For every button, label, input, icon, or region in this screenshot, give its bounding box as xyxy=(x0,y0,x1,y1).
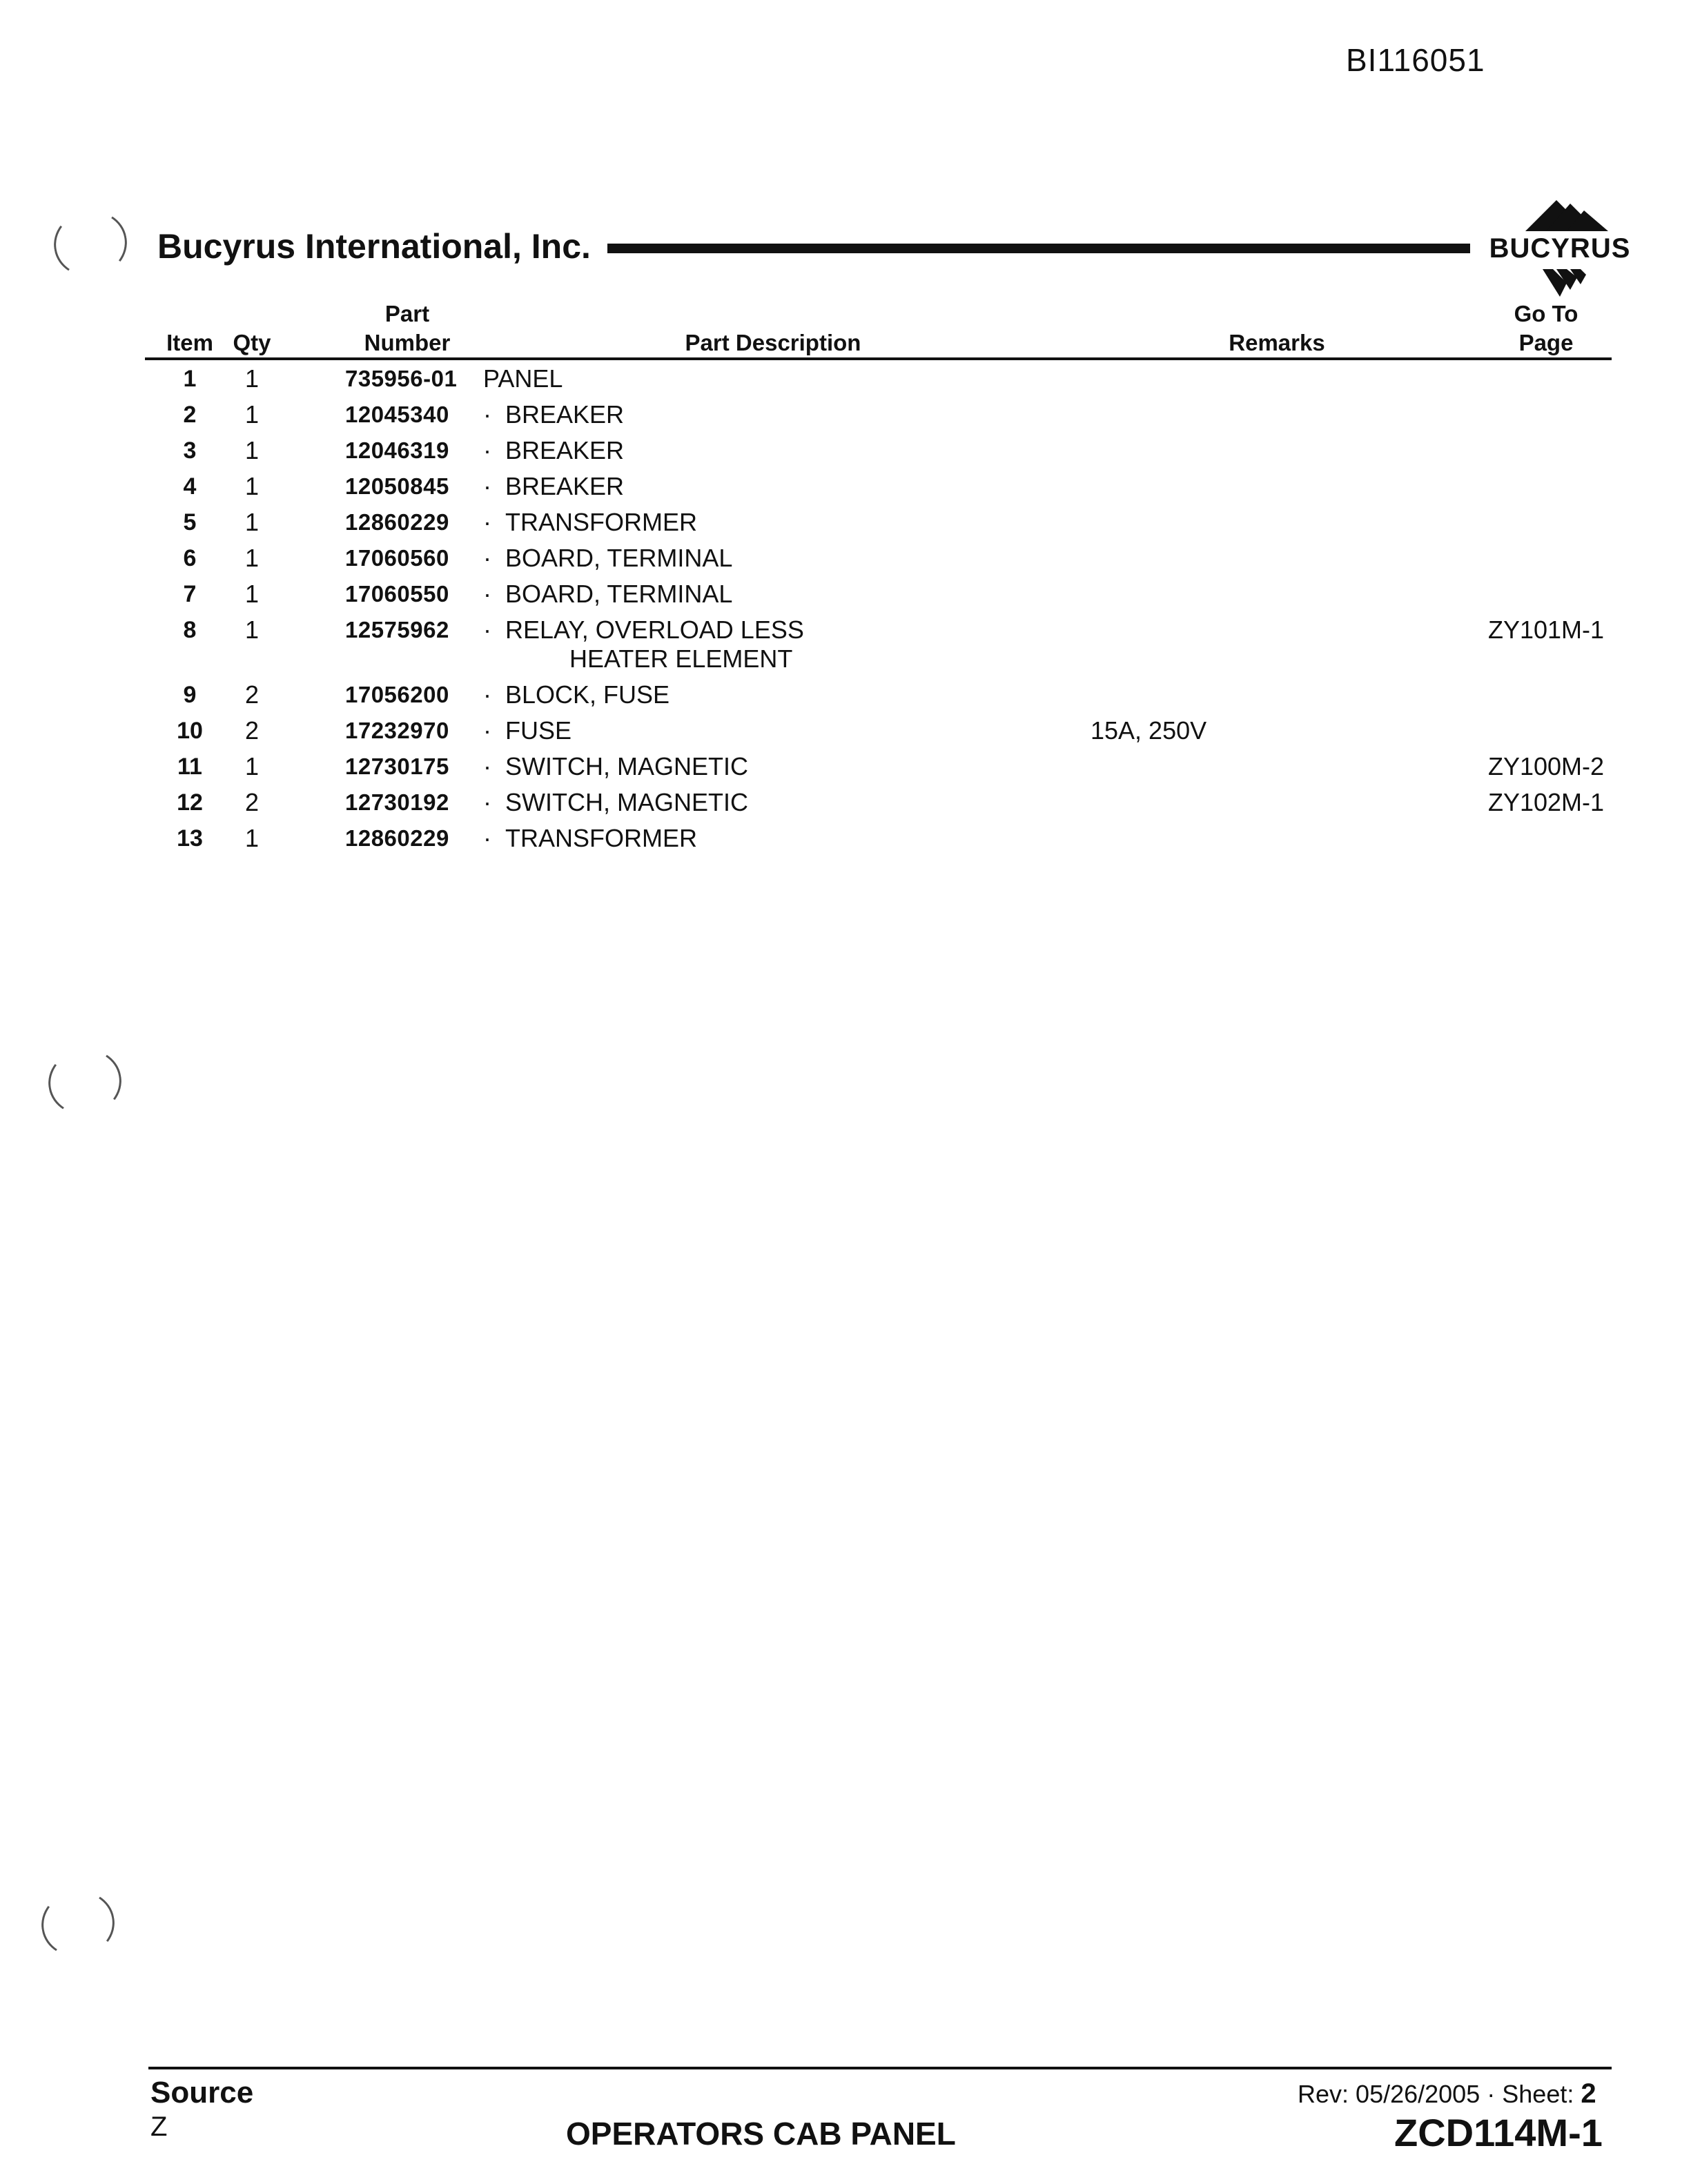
table-row xyxy=(0,748,1691,784)
description-text: BOARD, TERMINAL xyxy=(505,544,733,572)
part-number-cell: 735956-01 xyxy=(345,366,458,391)
part-number-cell: 17060560 xyxy=(345,545,449,571)
document-id: BI116051 xyxy=(1346,42,1485,78)
qty-cell: 2 xyxy=(244,716,260,745)
revision-info xyxy=(1298,2078,1596,2109)
punch-hole-middle xyxy=(43,1043,126,1121)
description-cell xyxy=(483,824,697,853)
indent-bullet: · xyxy=(483,788,491,816)
item-cell: 11 xyxy=(177,754,202,780)
part-number-cell: 12046319 xyxy=(345,437,449,463)
qty-cell: 1 xyxy=(244,472,260,500)
qty-cell: 1 xyxy=(244,544,260,572)
item-cell: 4 xyxy=(183,473,197,500)
description-cell xyxy=(483,680,669,709)
description-text: PANEL xyxy=(483,364,563,393)
description-continuation: HEATER ELEMENT xyxy=(569,645,793,673)
part-number-cell: 17232970 xyxy=(345,718,449,743)
description-text: FUSE xyxy=(505,716,572,745)
description-text: SWITCH, MAGNETIC xyxy=(505,752,748,780)
column-header-part-line1: Part xyxy=(384,301,430,326)
table-row xyxy=(0,611,1691,676)
item-cell: 5 xyxy=(183,509,197,535)
goto-page-link[interactable]: ZY101M-1 xyxy=(1487,616,1605,644)
item-cell: 10 xyxy=(177,718,203,744)
column-header-item: Item xyxy=(166,330,213,355)
table-row xyxy=(0,820,1691,856)
table-row xyxy=(0,396,1691,432)
bucyrus-logo xyxy=(1477,200,1643,304)
item-cell: 13 xyxy=(177,825,203,852)
footer-rule xyxy=(148,2067,1612,2069)
description-cell xyxy=(483,364,563,393)
item-cell: 9 xyxy=(183,682,197,708)
goto-page-link[interactable]: ZY102M-1 xyxy=(1487,788,1605,816)
indent-bullet: · xyxy=(483,752,491,780)
description-cell xyxy=(483,716,571,745)
qty-cell: 2 xyxy=(244,680,260,709)
logo-text: BUCYRUS xyxy=(1489,233,1631,264)
description-text: BOARD, TERMINAL xyxy=(505,580,733,608)
indent-bullet: · xyxy=(483,580,491,608)
column-header-goto-line1: Go To xyxy=(1514,301,1578,326)
description-text: SWITCH, MAGNETIC xyxy=(505,788,748,816)
item-cell: 12 xyxy=(177,789,203,816)
column-header-remarks: Remarks xyxy=(1229,330,1325,355)
description-cell xyxy=(483,752,748,781)
table-row xyxy=(0,575,1691,611)
description-text: BREAKER xyxy=(505,400,625,429)
part-number-cell: 17056200 xyxy=(345,682,449,707)
qty-cell: 1 xyxy=(244,752,260,780)
description-cell xyxy=(483,472,624,501)
qty-cell: 2 xyxy=(244,788,260,816)
description-cell xyxy=(483,580,732,609)
table-row xyxy=(0,784,1691,820)
qty-cell: 1 xyxy=(244,436,260,464)
rev-date: 05/26/2005 xyxy=(1356,2080,1480,2108)
punch-hole-top xyxy=(48,205,132,283)
part-number-cell: 17060550 xyxy=(345,581,449,607)
description-text: TRANSFORMER xyxy=(505,824,697,852)
table-row xyxy=(0,360,1691,396)
source-value: Z xyxy=(150,2112,168,2142)
description-cell xyxy=(483,616,804,673)
table-row xyxy=(0,504,1691,540)
indent-bullet: · xyxy=(483,824,491,852)
description-text: BLOCK, FUSE xyxy=(505,680,670,709)
column-header-part-line2: Number xyxy=(364,330,451,355)
table-row xyxy=(0,432,1691,468)
header-rule xyxy=(607,244,1470,253)
description-text: BREAKER xyxy=(505,472,625,500)
table-row xyxy=(0,676,1691,712)
item-cell: 6 xyxy=(183,545,197,571)
indent-bullet: · xyxy=(483,616,491,644)
description-cell xyxy=(483,544,732,573)
rev-label: Rev: xyxy=(1298,2080,1349,2108)
page-title: OPERATORS CAB PANEL xyxy=(566,2116,956,2152)
remarks-cell: 15A, 250V xyxy=(1091,716,1207,745)
part-number-cell: 12730175 xyxy=(345,754,449,779)
table-row xyxy=(0,540,1691,575)
rev-separator: · xyxy=(1487,2080,1496,2108)
description-cell xyxy=(483,788,748,817)
part-number-cell: 12050845 xyxy=(345,473,449,499)
table-row xyxy=(0,468,1691,504)
parts-table xyxy=(0,360,1691,856)
indent-bullet: · xyxy=(483,716,491,745)
qty-cell: 1 xyxy=(244,508,260,536)
indent-bullet: · xyxy=(483,472,491,500)
part-number-cell: 12045340 xyxy=(345,402,449,427)
item-cell: 3 xyxy=(183,437,197,464)
part-number-cell: 12575962 xyxy=(345,617,449,642)
qty-cell: 1 xyxy=(244,824,260,852)
table-row xyxy=(0,712,1691,748)
indent-bullet: · xyxy=(483,680,491,709)
column-header-goto-line2: Page xyxy=(1518,330,1574,355)
description-text: TRANSFORMER xyxy=(505,508,697,536)
punch-hole-bottom xyxy=(36,1885,119,1963)
indent-bullet: · xyxy=(483,436,491,464)
description-text: RELAY, OVERLOAD LESS xyxy=(505,616,804,644)
company-name: Bucyrus International, Inc. xyxy=(157,227,591,266)
sheet-number: 2 xyxy=(1581,2078,1596,2109)
item-cell: 1 xyxy=(183,366,197,392)
item-cell: 8 xyxy=(183,617,197,643)
qty-cell: 1 xyxy=(244,400,260,429)
description-cell xyxy=(483,508,697,537)
goto-page-link[interactable]: ZY100M-2 xyxy=(1487,752,1605,780)
qty-cell: 1 xyxy=(244,616,260,644)
column-header-description: Part Description xyxy=(685,330,861,355)
part-number-cell: 12860229 xyxy=(345,825,449,851)
description-cell xyxy=(483,436,624,465)
part-number-cell: 12730192 xyxy=(345,789,449,815)
part-number-cell: 12860229 xyxy=(345,509,449,535)
source-label: Source xyxy=(150,2076,254,2109)
indent-bullet: · xyxy=(483,400,491,429)
item-cell: 7 xyxy=(183,581,197,607)
qty-cell: 1 xyxy=(244,364,260,393)
item-cell: 2 xyxy=(183,402,197,428)
sheet-label: Sheet: xyxy=(1502,2080,1574,2108)
qty-cell: 1 xyxy=(244,580,260,608)
indent-bullet: · xyxy=(483,508,491,536)
description-cell xyxy=(483,400,624,429)
indent-bullet: · xyxy=(483,544,491,572)
column-header-qty: Qty xyxy=(233,330,271,355)
description-text: BREAKER xyxy=(505,436,625,464)
drawing-number: ZCD114M-1 xyxy=(1394,2111,1603,2154)
